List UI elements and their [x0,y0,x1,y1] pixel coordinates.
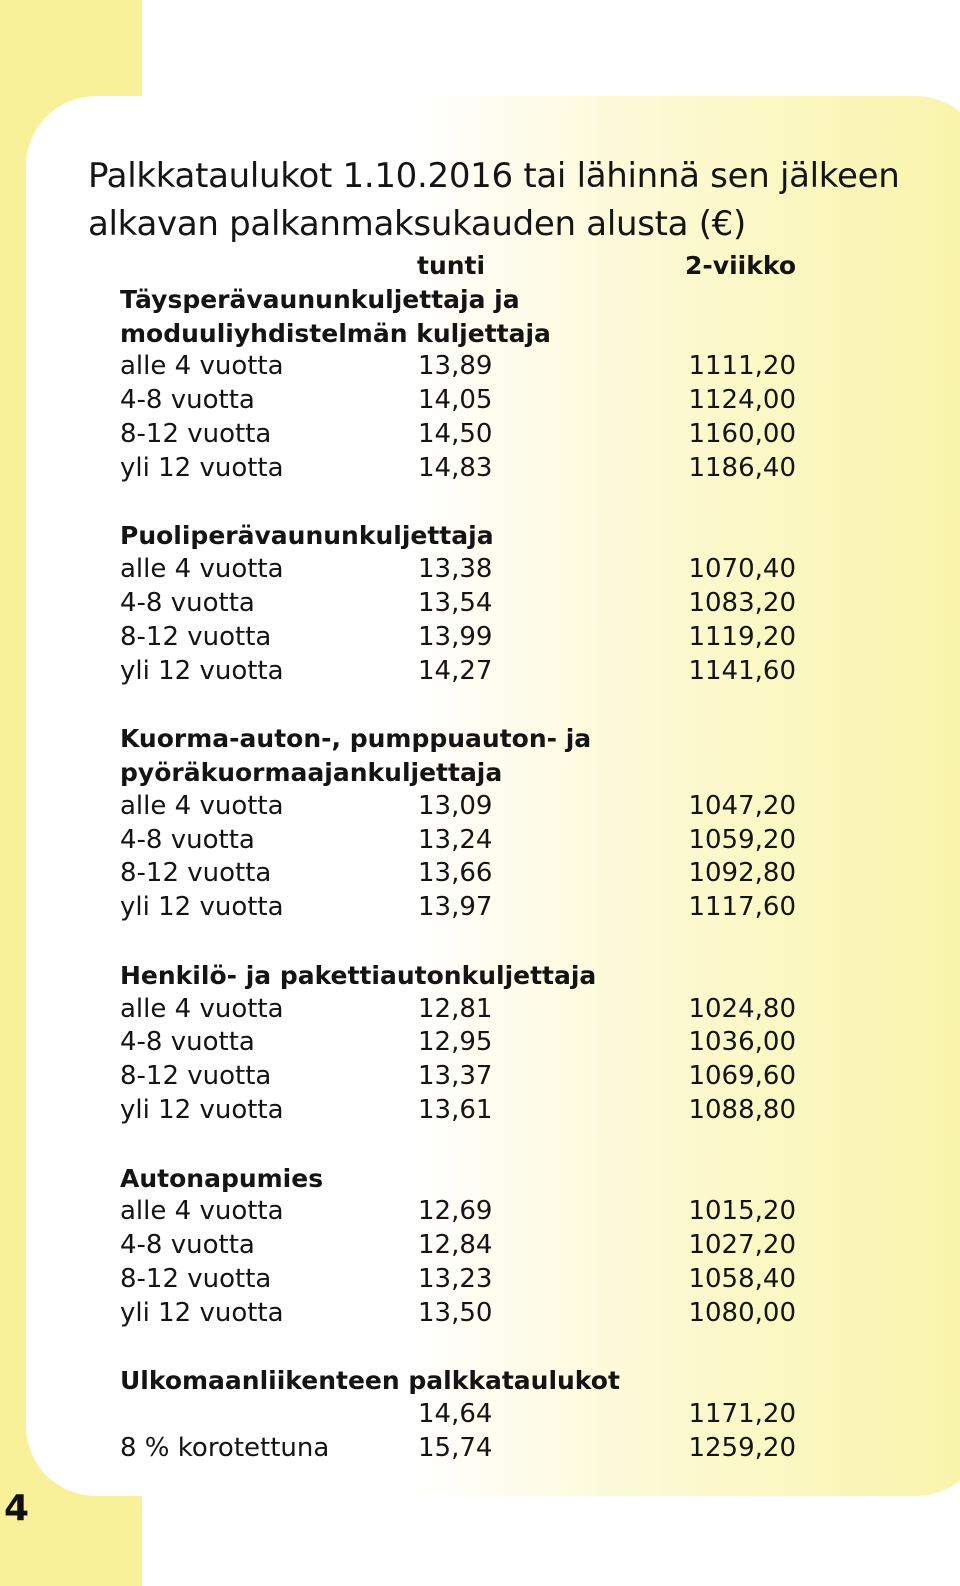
row-label: 8-12 vuotta [120,1263,272,1294]
table-row [120,587,820,621]
row-label: 4-8 vuotta [120,1027,255,1058]
biweekly-wage: 1160,00 [688,418,796,449]
hourly-wage: 13,37 [418,1061,493,1092]
table-row [120,553,820,587]
hourly-wage: 13,23 [418,1263,493,1294]
biweekly-wage: 1070,40 [688,554,796,585]
section-title: pyöräkuormaajankuljettaja [120,757,503,787]
hourly-wage: 15,74 [418,1432,493,1463]
table-row [120,1432,820,1466]
table-row [120,824,820,858]
hourly-wage: 13,99 [418,621,493,652]
title-line-1: Palkkataulukot 1.10.2016 tai lähinnä sen jälkeen [88,156,900,196]
hourly-wage: 12,84 [418,1230,493,1261]
hourly-wage: 14,05 [418,385,493,416]
table-row [120,790,820,824]
table-row [120,1060,820,1094]
table-row [120,621,820,655]
row-label: alle 4 vuotta [120,1196,284,1227]
section-title: Puoliperävaununkuljettaja [120,521,494,551]
hourly-wage: 14,27 [418,655,493,686]
hourly-wage: 12,69 [418,1196,493,1227]
table-row [120,350,820,384]
biweekly-wage: 1259,20 [688,1432,796,1463]
row-label: 4-8 vuotta [120,824,255,855]
table-row [120,993,820,1027]
column-header-week: 2-viikko [685,251,796,280]
hourly-wage: 12,95 [418,1027,493,1058]
biweekly-wage: 1069,60 [688,1061,796,1092]
hourly-wage: 13,97 [418,892,493,923]
section-title: Ulkomaanliikenteen palkkataulukot [120,1366,620,1396]
section-title: Kuorma-auton-, pumppuauton- ja [120,724,592,754]
column-header-hour: tunti [417,251,486,280]
row-label: yli 12 vuotta [120,1297,284,1328]
biweekly-wage: 1080,00 [688,1297,796,1328]
table-row [120,1263,820,1297]
title-line-2: alkavan palkanmaksukauden alusta (€) [88,204,746,244]
section-title: moduuliyhdistelmän kuljettaja [120,318,551,348]
biweekly-wage: 1111,20 [688,351,796,382]
salary-table [120,249,820,1466]
section-spacer [120,486,820,520]
table-row [120,891,820,925]
biweekly-wage: 1027,20 [688,1230,796,1261]
hourly-wage: 14,83 [418,452,493,483]
hourly-wage: 13,09 [418,790,493,821]
row-label: yli 12 vuotta [120,655,284,686]
row-label: alle 4 vuotta [120,351,284,382]
page-number: 4 [4,1488,30,1529]
table-row [120,418,820,452]
section-title: Henkilö- ja pakettiautonkuljettaja [120,960,597,990]
row-label: 8-12 vuotta [120,418,272,449]
section-spacer [120,925,820,959]
row-label: yli 12 vuotta [120,892,284,923]
biweekly-wage: 1059,20 [688,824,796,855]
biweekly-wage: 1058,40 [688,1263,796,1294]
biweekly-wage: 1124,00 [688,385,796,416]
row-label: alle 4 vuotta [120,554,284,585]
section-spacer [120,1331,820,1365]
page-title [88,152,948,248]
biweekly-wage: 1047,20 [688,790,796,821]
section-title: Autonapumies [120,1163,324,1193]
row-label: 4-8 vuotta [120,385,255,416]
biweekly-wage: 1186,40 [688,452,796,483]
biweekly-wage: 1117,60 [688,892,796,923]
row-label: yli 12 vuotta [120,1094,284,1125]
biweekly-wage: 1024,80 [688,993,796,1024]
hourly-wage: 14,50 [418,418,493,449]
section-title: Täysperävaununkuljettaja ja [120,284,520,314]
section-spacer [120,1128,820,1162]
hourly-wage: 13,24 [418,824,493,855]
hourly-wage: 13,38 [418,554,493,585]
table-row [120,1398,820,1432]
table-row [120,857,820,891]
hourly-wage: 14,64 [418,1399,493,1430]
biweekly-wage: 1171,20 [688,1399,796,1430]
table-row [120,1297,820,1331]
row-label: alle 4 vuotta [120,993,284,1024]
table-row [120,384,820,418]
table-row [120,1195,820,1229]
table-row [120,1026,820,1060]
hourly-wage: 13,66 [418,858,493,889]
hourly-wage: 13,54 [418,587,493,618]
column-header-row [120,249,820,283]
table-row [120,655,820,689]
table-row [120,452,820,486]
hourly-wage: 13,61 [418,1094,493,1125]
row-label: alle 4 vuotta [120,790,284,821]
biweekly-wage: 1092,80 [688,858,796,889]
row-label: 8-12 vuotta [120,858,272,889]
biweekly-wage: 1119,20 [688,621,796,652]
hourly-wage: 13,50 [418,1297,493,1328]
table-row [120,1094,820,1128]
row-label: yli 12 vuotta [120,452,284,483]
biweekly-wage: 1141,60 [688,655,796,686]
row-label: 4-8 vuotta [120,587,255,618]
row-label: 8 % korotettuna [120,1432,330,1463]
biweekly-wage: 1083,20 [688,587,796,618]
biweekly-wage: 1088,80 [688,1094,796,1125]
row-label: 8-12 vuotta [120,621,272,652]
hourly-wage: 13,89 [418,351,493,382]
row-label: 4-8 vuotta [120,1230,255,1261]
hourly-wage: 12,81 [418,993,493,1024]
biweekly-wage: 1015,20 [688,1196,796,1227]
section-spacer [120,688,820,722]
biweekly-wage: 1036,00 [688,1027,796,1058]
table-row [120,1229,820,1263]
row-label: 8-12 vuotta [120,1061,272,1092]
